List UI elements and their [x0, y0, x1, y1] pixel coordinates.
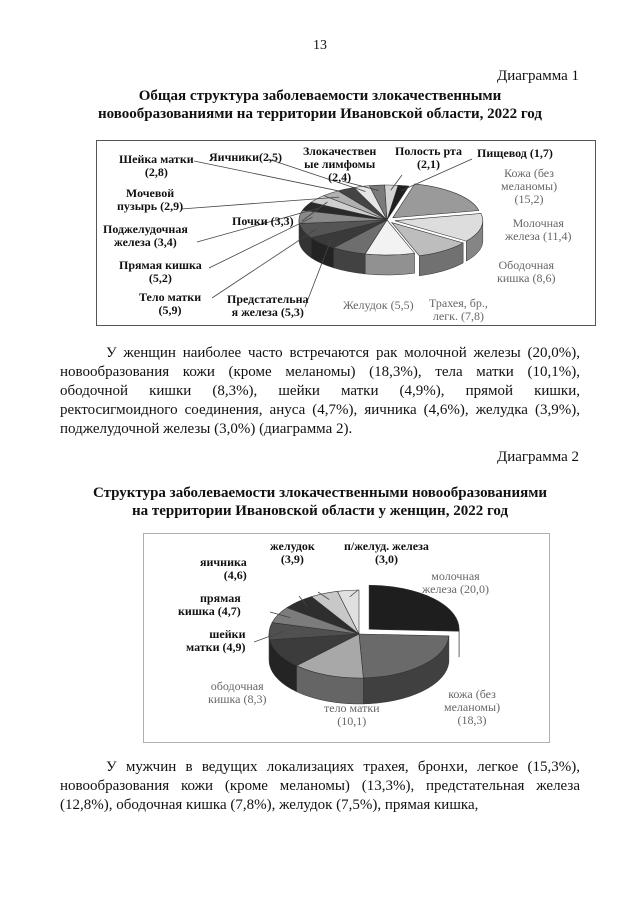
- chart1-label-15-line1: Пищевод (1,7): [477, 146, 553, 160]
- chart1-label-2: [497, 259, 555, 285]
- chart1-label-10-line1: Мочевой: [125, 186, 175, 200]
- chart1-label-6-line2: (5,9): [158, 303, 182, 317]
- chart1-slice-side-3: [365, 253, 414, 275]
- chart2-label-1-line1: кожа (без: [448, 687, 496, 701]
- chart1-label-1: [505, 217, 572, 243]
- chart1-label-2-line1: Ободочная: [498, 258, 554, 272]
- diagram1-label: Диаграмма 1: [496, 68, 579, 84]
- chart2-label-5-line2: кишка (4,7): [178, 604, 241, 618]
- chart2-label-1-line3: (18,3): [457, 713, 487, 727]
- chart2-label-8-line1: п/желуд. железа: [344, 539, 429, 553]
- chart1-label-6: [139, 291, 201, 317]
- diagram2-title: [60, 484, 580, 520]
- chart1-label-7: [119, 259, 202, 285]
- chart2-label-4-line2: матки (4,9): [186, 640, 246, 654]
- chart1-label-13-line3: (2,4): [328, 170, 352, 184]
- chart2-label-0-line2: железа (20,0): [422, 582, 489, 596]
- paragraph-men-text: У мужчин в ведущих локализациях трахея, бронхи, легкое (15,3%), новообразования кожи (кроме меланомы) (13,3%), предстательная железа (12,8%), ободочная кишка (7,8%), желудок (7,5%), прямая кишка,: [60, 759, 580, 813]
- chart2-label-7: [270, 540, 315, 566]
- chart1-label-9-line1: Почки (3,3): [232, 214, 294, 228]
- chart1-label-10-line2: пузырь (2,9): [117, 199, 184, 213]
- chart1-label-5-line1: Предстательна: [227, 292, 309, 306]
- chart1-label-8-line2: железа (3,4): [114, 235, 177, 249]
- page-number: 13: [313, 38, 327, 53]
- chart1-label-7-line1: Прямая кишка: [119, 258, 202, 272]
- chart2-label-2-line2: (10,1): [337, 714, 367, 728]
- chart2-label-7-line1: желудок: [270, 539, 315, 553]
- chart1-label-1-line2: железа (11,4): [505, 229, 572, 243]
- diagram2-label: Диаграмма 2: [496, 449, 579, 465]
- chart1-label-8-line1: Поджелудочная: [103, 222, 188, 236]
- chart2-label-8: [344, 540, 429, 566]
- chart1-label-13-line1: Злокачествен: [303, 144, 377, 158]
- chart2-label-8-line2: (3,0): [374, 552, 398, 566]
- chart1-label-2-line2: кишка (8,6): [497, 271, 556, 285]
- chart1-label-4-line1: Желудок (5,5): [343, 298, 414, 312]
- chart1-label-12: [209, 151, 282, 164]
- diagram1-title-line1: Общая структура заболеваемости злокачественными: [138, 88, 502, 104]
- chart1-label-5: [227, 293, 309, 319]
- chart2-label-6-line2: (4,6): [223, 568, 247, 582]
- chart1-label-11: [119, 153, 194, 179]
- chart2-label-3-line1: ободочная: [210, 679, 264, 693]
- chart2-label-0-line1: молочная: [431, 569, 480, 583]
- chart2-label-6: [200, 556, 247, 582]
- diagram2-title-line2: на территории Ивановской области у женщин, 2022 год: [131, 503, 509, 519]
- chart1-label-3: [429, 297, 488, 323]
- chart1-label-0-line1: Кожа (без: [504, 166, 554, 180]
- diagram1-title-line2: новообразованиями на территории Ивановской области, 2022 год: [98, 106, 542, 122]
- paragraph-women: [60, 344, 580, 439]
- diagram1-title: [60, 87, 580, 123]
- diagram2-title-line1: Структура заболеваемости злокачественными новообразованиями: [92, 485, 548, 501]
- paragraph-women-text: У женщин наиболее часто встречаются рак молочной железы (20,0%), новообразования кожи (кроме меланомы) (18,3%), тела матки (10,1%), ободочной кишки (8,3%), шейки матки (4,9%), прямой кишки, ректосигмоидного соединения, ануса (4,7%), яичника (4,6%), желудка (3,9%), поджелудочной железы (3,0%) (диаграмма 2).: [60, 345, 580, 437]
- chart2-label-3-line2: кишка (8,3): [208, 692, 267, 706]
- chart1-label-0: [501, 167, 557, 206]
- chart2-label-0: [422, 570, 489, 596]
- chart1-label-8: [103, 223, 188, 249]
- chart2-frame: [143, 533, 550, 743]
- chart2-label-5-line1: прямая: [200, 591, 241, 605]
- paragraph-men: [60, 758, 580, 815]
- chart1-leader-6: [212, 229, 316, 298]
- chart1-label-4: [343, 299, 414, 312]
- chart1-label-14: [395, 145, 462, 171]
- chart1-label-3-line2: легк. (7,8): [432, 309, 484, 323]
- chart1-label-0-line3: (15,2): [514, 192, 544, 206]
- chart1-label-11-line2: (2,8): [144, 165, 168, 179]
- chart1-label-1-line1: Молочная: [512, 216, 564, 230]
- chart1-label-3-line1: Трахея, бр.,: [429, 296, 488, 310]
- chart1-label-7-line2: (5,2): [148, 271, 172, 285]
- chart1-label-10: [117, 187, 183, 213]
- chart1-label-6-line1: Тело матки: [139, 290, 202, 304]
- chart2-label-1: [444, 688, 500, 727]
- chart2-label-2-line1: тело матки: [324, 701, 380, 715]
- chart1-label-14-line1: Полость рта: [395, 144, 463, 158]
- chart2-label-5: [178, 592, 241, 618]
- chart1-label-9: [232, 215, 294, 228]
- chart2-label-4-line1: шейки: [209, 627, 246, 641]
- chart1-slices: [299, 184, 483, 256]
- chart1-label-15: [477, 147, 553, 160]
- chart2-label-4: [186, 628, 246, 654]
- chart1-label-5-line2: я железа (5,3): [231, 305, 304, 319]
- chart1-label-12-line1: Яичники(2,5): [209, 150, 282, 164]
- chart1-label-13: [303, 145, 376, 184]
- chart2-label-7-line2: (3,9): [280, 552, 304, 566]
- chart1-label-14-line2: (2,1): [417, 157, 441, 171]
- chart2-label-3: [208, 680, 266, 706]
- chart1-label-0-line2: меланомы): [501, 179, 558, 193]
- chart2-label-2: [324, 702, 380, 728]
- chart1-label-13-line2: ые лимфомы: [304, 157, 376, 171]
- chart1-frame: [96, 140, 596, 326]
- chart2-label-1-line2: меланомы): [444, 700, 501, 714]
- chart1-label-11-line1: Шейка матки: [119, 152, 194, 166]
- chart2-label-6-line1: яичника: [200, 555, 247, 569]
